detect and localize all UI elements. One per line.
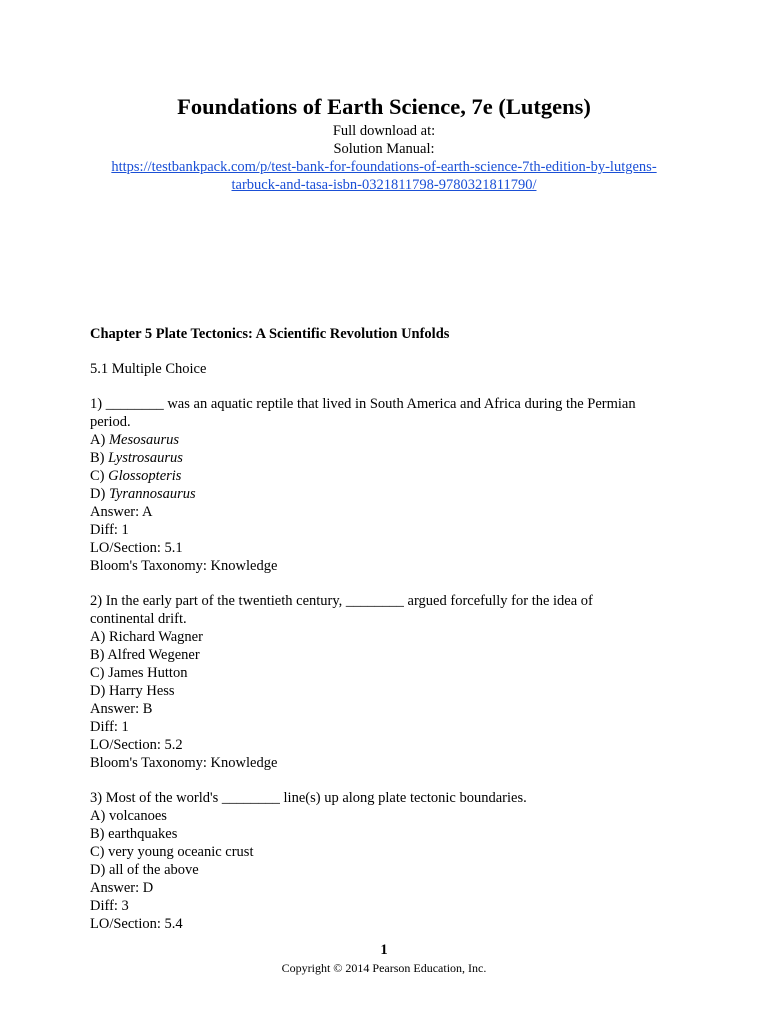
option-c: C) James Hutton (90, 665, 188, 681)
blooms-taxonomy: Bloom's Taxonomy: Knowledge (90, 558, 278, 574)
option-b: B) Alfred Wegener (90, 647, 200, 663)
difficulty: Diff: 1 (90, 719, 129, 735)
question-stem: 2) In the early part of the twentieth century, ________ argued forcefully for the idea of (90, 593, 593, 609)
question-3 (90, 789, 680, 933)
question-stem-cont: continental drift. (90, 611, 187, 627)
document-title: Foundations of Earth Science, 7e (Lutgens) (177, 94, 591, 119)
question-stem-cont: period. (90, 414, 131, 430)
page-number: 1 (380, 942, 388, 958)
chapter-heading: Chapter 5 Plate Tectonics: A Scientific Revolution Unfolds (90, 326, 450, 342)
difficulty: Diff: 1 (90, 522, 129, 538)
option-a: A) Richard Wagner (90, 629, 203, 645)
lo-section: LO/Section: 5.2 (90, 737, 183, 753)
option-d: D) Tyrannosaurus (90, 486, 196, 502)
question-stem: 1) ________ was an aquatic reptile that lived in South America and Africa during the Permian (90, 396, 636, 412)
answer: Answer: D (90, 880, 154, 896)
question-1 (90, 395, 680, 575)
question-stem: 3) Most of the world's ________ line(s) up along plate tectonic boundaries. (90, 790, 527, 806)
answer: Answer: A (90, 504, 153, 520)
option-b: B) earthquakes (90, 826, 178, 842)
lo-section: LO/Section: 5.4 (90, 916, 183, 932)
option-d: D) all of the above (90, 862, 199, 878)
blooms-taxonomy: Bloom's Taxonomy: Knowledge (90, 755, 278, 771)
question-2 (90, 592, 680, 772)
solution-manual-label: Solution Manual: (333, 141, 435, 157)
lo-section: LO/Section: 5.1 (90, 540, 183, 556)
section-heading: 5.1 Multiple Choice (90, 361, 207, 377)
full-download-label: Full download at: (332, 123, 436, 139)
option-d: D) Harry Hess (90, 683, 175, 699)
option-b: B) Lystrosaurus (90, 450, 183, 466)
option-a: A) volcanoes (90, 808, 167, 824)
download-link-line2[interactable]: tarbuck-and-tasa-isbn-0321811798-9780321811790/ (231, 177, 537, 193)
document-header (0, 92, 768, 194)
download-link-line1[interactable]: https://testbankpack.com/p/test-bank-for-foundations-of-earth-science-7th-edition-by-lutgens- (111, 159, 657, 175)
answer: Answer: B (90, 701, 153, 717)
document-body (90, 325, 680, 933)
option-c: C) Glossopteris (90, 468, 182, 484)
copyright-notice: Copyright © 2014 Pearson Education, Inc. (281, 961, 487, 975)
option-c: C) very young oceanic crust (90, 844, 254, 860)
difficulty: Diff: 3 (90, 898, 129, 914)
option-a: A) Mesosaurus (90, 432, 180, 448)
